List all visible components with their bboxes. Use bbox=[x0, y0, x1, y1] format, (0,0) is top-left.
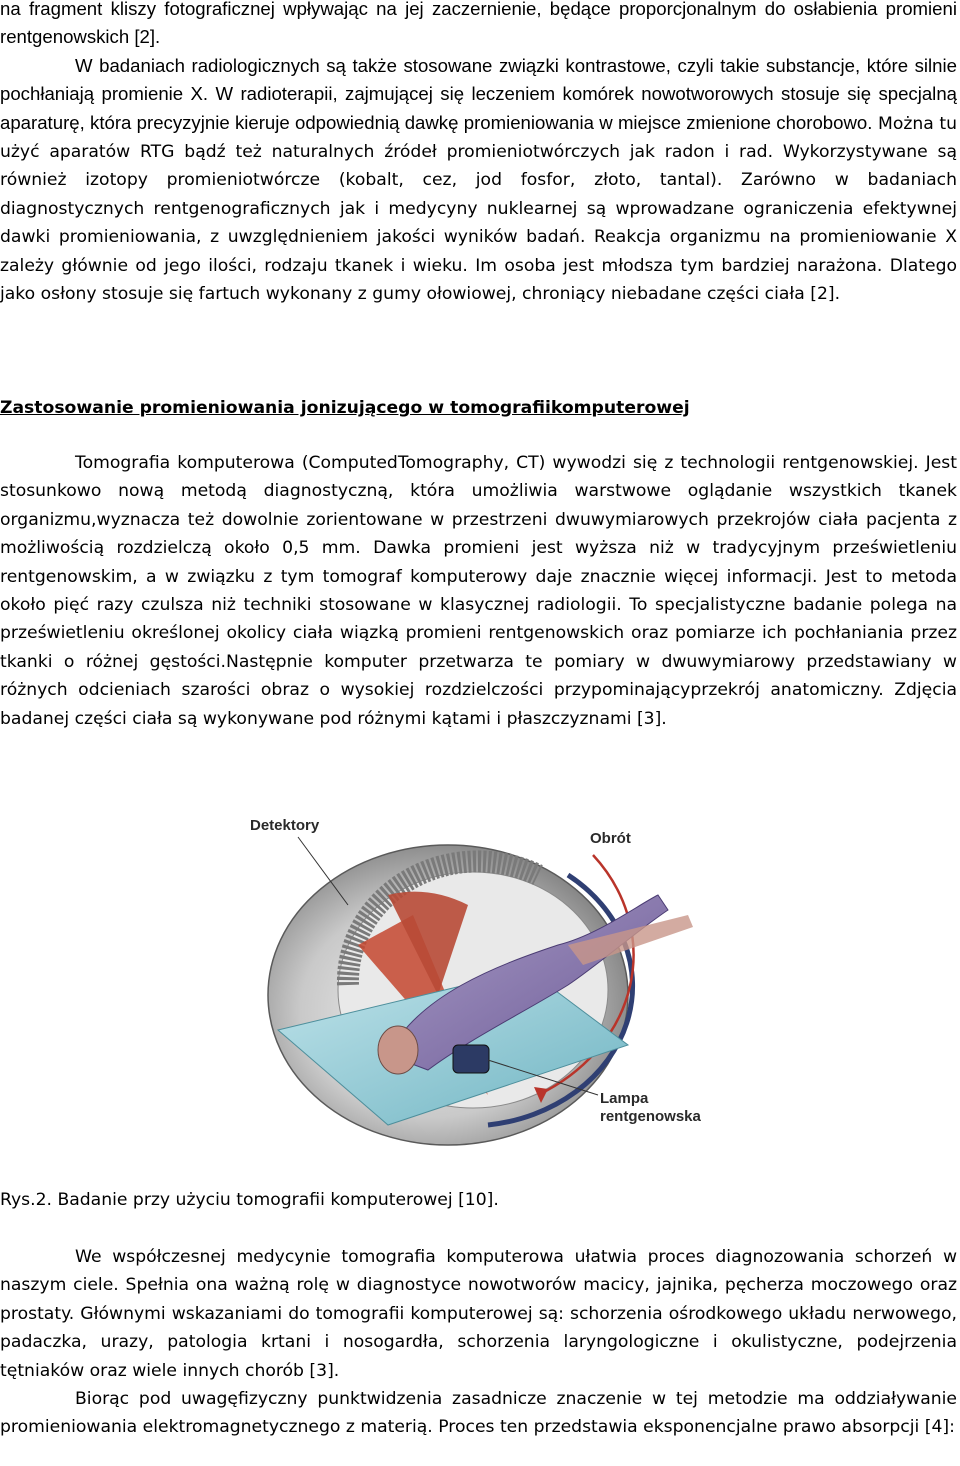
ct-section-block bbox=[0, 449, 957, 733]
closing-paragraph-2: Biorąc pod uwagęfizyczny punktwidzenia zasadnicze znaczenie w tej metodzie ma oddziaływanie promieniowania elektromagnetycznego z materią. Proces ten przedstawia eksponencjalne prawo absorpcji [4]: bbox=[0, 1389, 957, 1438]
ct-paragraph: Tomografia komputerowa (ComputedTomography, CT) wywodzi się z technologii rentgenowskiej. Jest stosunkowo nową metodą diagnostyczną, która umożliwia warstwowe oglądanie wszystkich tkanek organizmu,wyznacza też dowolnie zorientowane w przestrzeni dwuwymiarowych przekrojów ciała pacjenta z możliwością rozdzielczą około 0,5 mm. Dawka promieni jest wyższa niż w tradycyjnym prześwietleniu rentgenowskim, a w związku z tym tomograf komputerowy daje znacznie więcej informacji. Jest to metoda około pięć razy czulsza niż techniki stosowane w klasycznej radiologii. To specjalistyczne badanie polega na prześwietleniu określonej okolicy ciała wiązką promieni rentgenowskich oraz pomiarze ich pochłaniania przez tkanki o różnej gęstości.Następnie komputer przetwarza te pomiary w dwuwymiarowy przedstawiany w różnych odcieniach szarości obraz o wysokiej rozdzielczości przypominającyprzekrój anatomiczny. Zdjęcia badanej części ciała są wykonywane pod różnymi kątami i płaszczyznami [3]. bbox=[0, 453, 957, 729]
section-heading: Zastosowanie promieniowania jonizującego w tomografiikomputerowej bbox=[0, 398, 690, 418]
intro-paragraph-2 bbox=[0, 52, 957, 309]
closing-block bbox=[0, 1243, 957, 1442]
label-lamp-line2: rentgenowska bbox=[600, 1108, 701, 1125]
label-rotation: Obrót bbox=[590, 830, 631, 847]
xray-tube bbox=[453, 1045, 489, 1073]
label-lamp-line1: Lampa bbox=[600, 1090, 649, 1107]
label-detectors: Detektory bbox=[250, 817, 320, 834]
closing-paragraph-1: We współczesnej medycynie tomografia komputerowa ułatwia proces diagnozowania schorzeń w naszym ciele. Spełnia ona ważną rolę w diagnostyce nowotworów macicy, jajnika, pęcherza moczowego oraz prostaty. Głównymi wskazaniami do tomografii komputerowej są: schorzenia ośrodkowego układu nerwowego, padaczka, urazy, patologia krtani i nosogardła, schorzenia laryngologiczne i okulistyczne, podejrzenia tętniaków oraz wiele innych chorób [3]. bbox=[0, 1247, 957, 1381]
patient-head bbox=[378, 1026, 418, 1074]
ct-scanner-illustration bbox=[238, 795, 728, 1147]
intro-paragraph-1: na fragment kliszy fotograficznej wpływając na jej zaczernienie, będące proporcjonalnym do osłabienia promieni rentgenowskich [2]. bbox=[0, 0, 957, 48]
figure-caption: Rys.2. Badanie przy użyciu tomografii komputerowej [10]. bbox=[0, 1190, 499, 1210]
intro-paragraph-2-part-b: Można tu użyć aparatów RTG bądź też naturalnych źródeł promieniotwórczych jak radon i rad. Wykorzystywane są również izotopy promieniotwórcze (kobalt, cez, jod fosfor, złoto, tantal). Zarówno w badaniach diagnostycznych rentgenograficznych jak i medycyny nuklearnej są wprowadzane ograniczenia efektywnej dawki promieniowania, z uwzględnieniem jakości wyników badań. Reakcja organizmu na promieniowanie X zależy głównie od jego ilości, rodzaju tkanek i wieku. Im osoba jest młodsza tym bardziej narażona. Dlatego jako osłony stosuje się fartuch wykonany z gumy ołowiowej, chroniący niebadane części ciała [2]. bbox=[0, 113, 958, 305]
intro-paragraph-2-part-a: W badaniach radiologicznych są także stosowane związki kontrastowe, czyli takie substancje, które silnie pochłaniają promienie X. W radioterapii, zajmującej się leczeniem komórek nowotworowych stosuje się specjalną aparaturę, która precyzyjnie kieruje odpowiednią dawkę promieniowania w miejsce zmienione chorobowo. bbox=[0, 54, 957, 133]
ct-scanner-figure bbox=[238, 795, 728, 1147]
intro-block bbox=[0, 0, 957, 308]
